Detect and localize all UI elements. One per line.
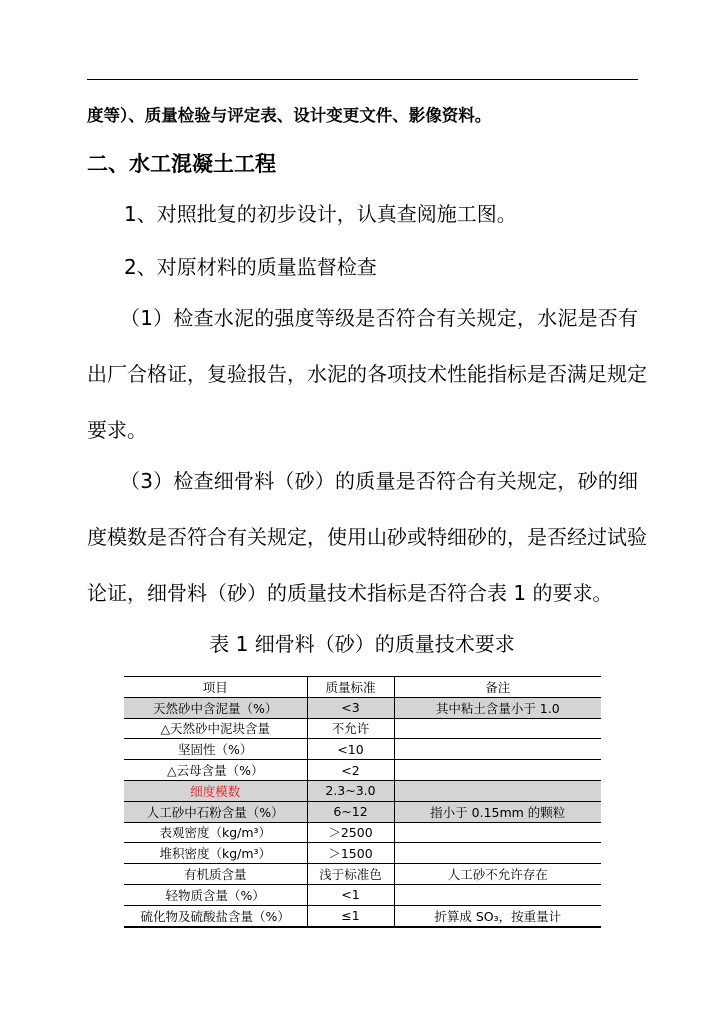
table-row bbox=[124, 905, 601, 926]
row-remarks: 折算成 SO₃，按重量计 bbox=[394, 905, 601, 926]
row-remarks: 人工砂不允许存在 bbox=[394, 864, 601, 885]
table-row bbox=[124, 718, 601, 739]
paragraph-3-line-1: （3）检查细骨料（砂）的质量是否符合有关规定，砂的细 bbox=[120, 469, 638, 493]
row-remarks bbox=[394, 780, 601, 801]
paragraph-1-line-2: 出厂合格证，复验报告，水泥的各项技术性能指标是否满足规定 bbox=[87, 362, 647, 386]
table-header-row bbox=[124, 677, 601, 698]
row-item: 天然砂中含泥量（%） bbox=[124, 697, 307, 718]
paragraph-3-line-2: 度模数是否符合有关规定，使用山砂或特细砂的，是否经过试验 bbox=[87, 525, 647, 549]
header-standard: 质量标准 bbox=[307, 677, 394, 698]
row-standard: 浅于标准色 bbox=[307, 864, 394, 885]
row-item: 有机质含量 bbox=[124, 864, 307, 885]
table-row bbox=[124, 697, 601, 718]
continuation-line: 度等）、质量检验与评定表、设计变更文件、影像资料。 bbox=[87, 106, 492, 125]
item-1: 1、对照批复的初步设计，认真查阅施工图。 bbox=[124, 202, 517, 226]
row-remarks: 其中粘土含量小于 1.0 bbox=[394, 697, 601, 718]
section-heading: 二、水工混凝土工程 bbox=[87, 152, 276, 176]
row-item: 轻物质含量（%） bbox=[124, 884, 307, 905]
row-item: 表观密度（kg/m³） bbox=[124, 822, 307, 843]
row-remarks bbox=[394, 822, 601, 843]
row-standard: ≤1 bbox=[307, 905, 394, 926]
row-standard: <10 bbox=[307, 739, 394, 760]
table-row bbox=[124, 739, 601, 760]
row-standard: <3 bbox=[307, 697, 394, 718]
row-item: 细度模数 bbox=[124, 780, 307, 801]
row-remarks: 指小于 0.15mm 的颗粒 bbox=[394, 801, 601, 822]
row-standard: 6~12 bbox=[307, 801, 394, 822]
row-remarks bbox=[394, 843, 601, 864]
header-item: 项目 bbox=[124, 677, 307, 698]
table-row bbox=[124, 822, 601, 843]
row-item: 坚固性（%） bbox=[124, 739, 307, 760]
row-standard: <1 bbox=[307, 884, 394, 905]
row-item: 硫化物及硫酸盐含量（%） bbox=[124, 905, 307, 926]
table-row bbox=[124, 760, 601, 781]
row-remarks bbox=[394, 760, 601, 781]
header-remarks: 备注 bbox=[394, 677, 601, 698]
row-item: △天然砂中泥块含量 bbox=[124, 718, 307, 739]
table-row bbox=[124, 864, 601, 885]
paragraph-3-line-3: 论证，细骨料（砂）的质量技术指标是否符合表 1 的要求。 bbox=[87, 581, 613, 605]
row-remarks bbox=[394, 718, 601, 739]
row-standard: 2.3~3.0 bbox=[307, 780, 394, 801]
paragraph-1-line-1: （1）检查水泥的强度等级是否符合有关规定，水泥是否有 bbox=[120, 306, 638, 330]
row-item: 人工砂中石粉含量（%） bbox=[124, 801, 307, 822]
row-standard: ＞2500 bbox=[307, 822, 394, 843]
row-standard: ＞1500 bbox=[307, 843, 394, 864]
row-item: △云母含量（%） bbox=[124, 760, 307, 781]
row-standard: <2 bbox=[307, 760, 394, 781]
item-2: 2、对原材料的质量监督检查 bbox=[124, 255, 377, 279]
table-row bbox=[124, 801, 601, 822]
row-item: 堆积密度（kg/m³） bbox=[124, 843, 307, 864]
row-standard: 不允许 bbox=[307, 718, 394, 739]
quality-table bbox=[124, 676, 601, 928]
paragraph-1-line-3: 要求。 bbox=[87, 418, 147, 442]
row-remarks bbox=[394, 884, 601, 905]
table-row bbox=[124, 780, 601, 801]
header-rule bbox=[87, 79, 638, 80]
row-remarks bbox=[394, 739, 601, 760]
table-caption: 表 1 细骨料（砂）的质量技术要求 bbox=[209, 632, 515, 656]
table-row bbox=[124, 884, 601, 905]
table-row bbox=[124, 843, 601, 864]
